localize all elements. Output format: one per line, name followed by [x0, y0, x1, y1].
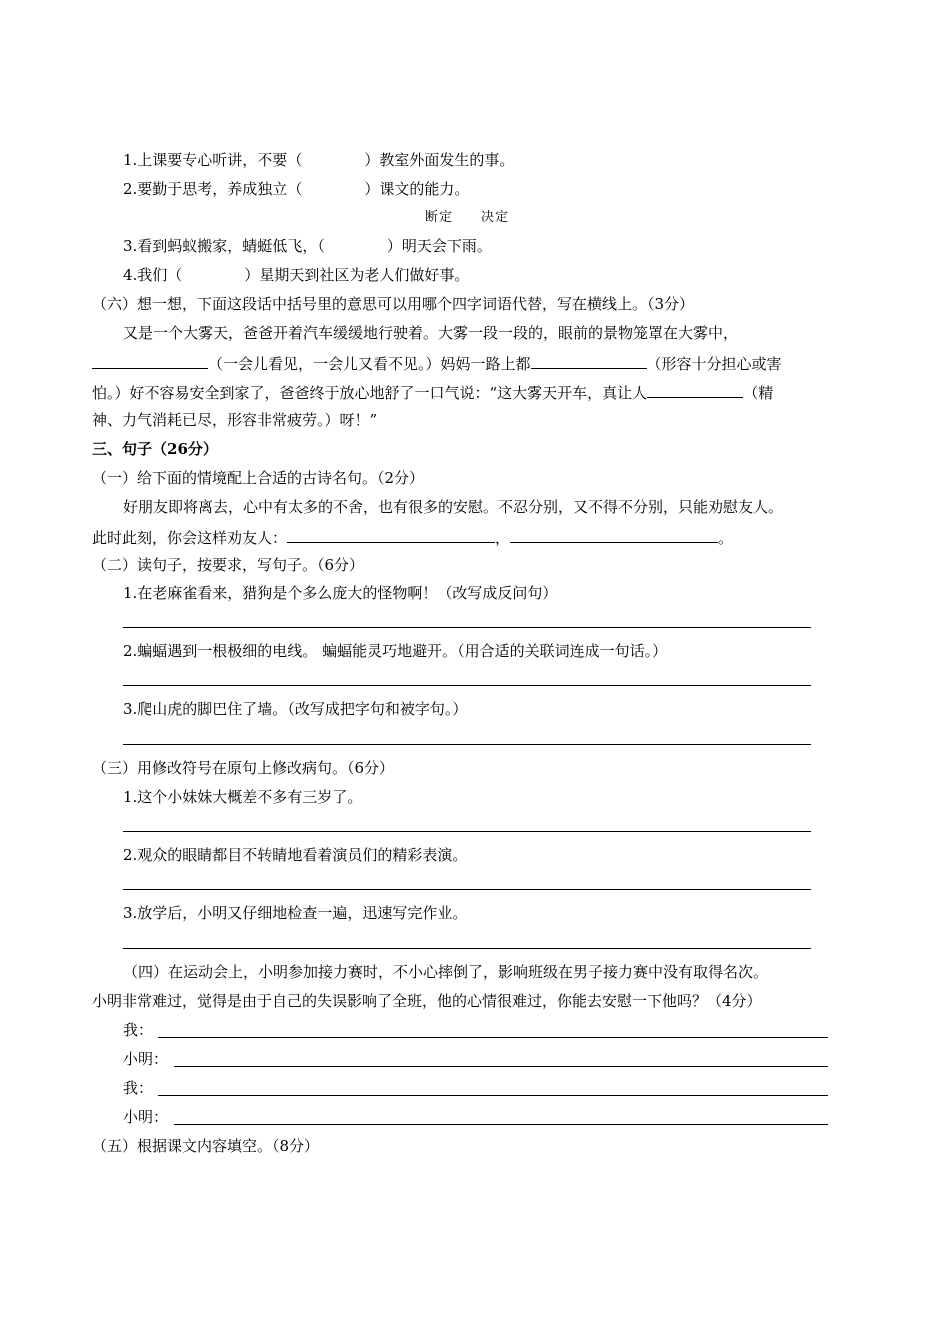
answer-blank[interactable]: [92, 352, 208, 369]
sec6-paragraph-line: 又是一个大雾天，爸爸开着汽车缓缓地行驶着。大雾一段一段的，眼前的景物笼罩在大雾中，: [123, 324, 739, 342]
q2-item: 3.爬山虎的脚巴住了墙。（改写成把字句和被字句。）: [123, 700, 468, 718]
item-text: 3.看到蚂蚁搬家，蜻蜓低飞，（: [123, 237, 325, 255]
q5-heading: （五）根据课文内容填空。（8分）: [92, 1137, 320, 1155]
answer-line[interactable]: [123, 948, 811, 949]
item-text: 1.上课要专心听讲，不要（: [123, 151, 303, 169]
option-word: 决定: [481, 210, 510, 225]
q3-item: 1.这个小妹妹大概差不多有三岁了。: [123, 788, 363, 806]
sec6-heading: （六）想一想，下面这段话中括号里的意思可以用哪个四字词语代替，写在横线上。（3分）: [92, 295, 695, 313]
answer-blank[interactable]: [647, 381, 743, 398]
word-options: [425, 208, 509, 228]
q3-heading: （三）用修改符号在原句上修改病句。（6分）: [92, 759, 395, 777]
q2-item: 1.在老麻雀看来，猎狗是个多么庞大的怪物啊！（改写成反问句）: [123, 584, 558, 602]
text: （形容十分担心或害: [646, 355, 782, 373]
part3-title: 三、句子（26分）: [92, 440, 218, 458]
dialog-answer-line[interactable]: [174, 1124, 828, 1125]
q4-paragraph-line: 小明非常难过，觉得是由于自己的失误影响了全班，他的心情很难过，你能去安慰一下他吗？（4分）: [92, 992, 762, 1010]
poem-blank[interactable]: [287, 526, 495, 543]
q1-heading: （一）给下面的情境配上合适的古诗名句。（2分）: [92, 469, 425, 487]
sec6-paragraph-line: 神、力气消耗已尽，形容非常疲劳。）呀！”: [92, 411, 378, 429]
dialog-speaker-xiaoming: 小明：: [123, 1108, 169, 1126]
sec6-paragraph-line: [92, 381, 773, 403]
q3-item: 2.观众的眼睛都目不转睛地看着演员们的精彩表演。: [123, 846, 468, 864]
item-text: 4.我们（: [123, 266, 183, 284]
answer-blank[interactable]: [531, 352, 647, 369]
dialog-answer-line[interactable]: [158, 1095, 828, 1096]
option-word: 断定: [425, 210, 454, 225]
text: （一会儿看见，一会儿又看不见。）妈妈一路上都: [208, 355, 531, 373]
sec5-item-2: [123, 179, 469, 199]
sec6-paragraph-line: [92, 352, 782, 374]
dialog-answer-line[interactable]: [174, 1066, 828, 1067]
q1-paragraph-line: 好朋友即将离去，心中有太多的不舍，也有很多的安慰。不忍分别，又不得不分别，只能劝慰友人。: [123, 498, 784, 516]
item-text: ）星期天到社区为老人们做好事。: [244, 266, 470, 284]
text: 怕。）好不容易安全到家了，爸爸终于放心地舒了一口气说：“这大雾天开车，真让人: [92, 384, 648, 402]
text: ，: [495, 529, 511, 547]
q2-heading: （二）读句子，按要求，写句子。（6分）: [92, 556, 365, 574]
q4-paragraph-line: （四）在运动会上，小明参加接力赛时，不小心摔倒了，影响班级在男子接力赛中没有取得名次。: [123, 963, 769, 981]
text: 此时此刻，你会这样劝友人：: [92, 529, 288, 547]
item-text: ）教室外面发生的事。: [364, 151, 515, 169]
item-text: ）课文的能力。: [364, 180, 470, 198]
dialog-speaker-me: 我：: [123, 1021, 154, 1039]
answer-line[interactable]: [123, 685, 811, 686]
answer-line[interactable]: [123, 627, 811, 628]
dialog-speaker-xiaoming: 小明：: [123, 1050, 169, 1068]
dialog-speaker-me: 我：: [123, 1079, 154, 1097]
poem-blank[interactable]: [510, 526, 718, 543]
q1-paragraph-line: [92, 526, 733, 548]
q3-item: 3.放学后，小明又仔细地检查一遍，迅速写完作业。: [123, 904, 468, 922]
answer-line[interactable]: [123, 889, 811, 890]
sec5-item-3: [123, 236, 492, 256]
q2-item: 2.蝙蝠遇到一根极细的电线。 蝙蝠能灵巧地避开。（用合适的关联词连成一句话。）: [123, 642, 668, 660]
text: （精: [743, 384, 774, 402]
answer-line[interactable]: [123, 831, 811, 832]
answer-line[interactable]: [123, 744, 811, 745]
dialog-answer-line[interactable]: [158, 1037, 828, 1038]
sec5-item-1: [123, 150, 514, 170]
sec5-item-4: [123, 265, 469, 285]
item-text: ）明天会下雨。: [386, 237, 492, 255]
item-text: 2.要勤于思考，养成独立（: [123, 180, 303, 198]
text: 。: [718, 529, 734, 547]
